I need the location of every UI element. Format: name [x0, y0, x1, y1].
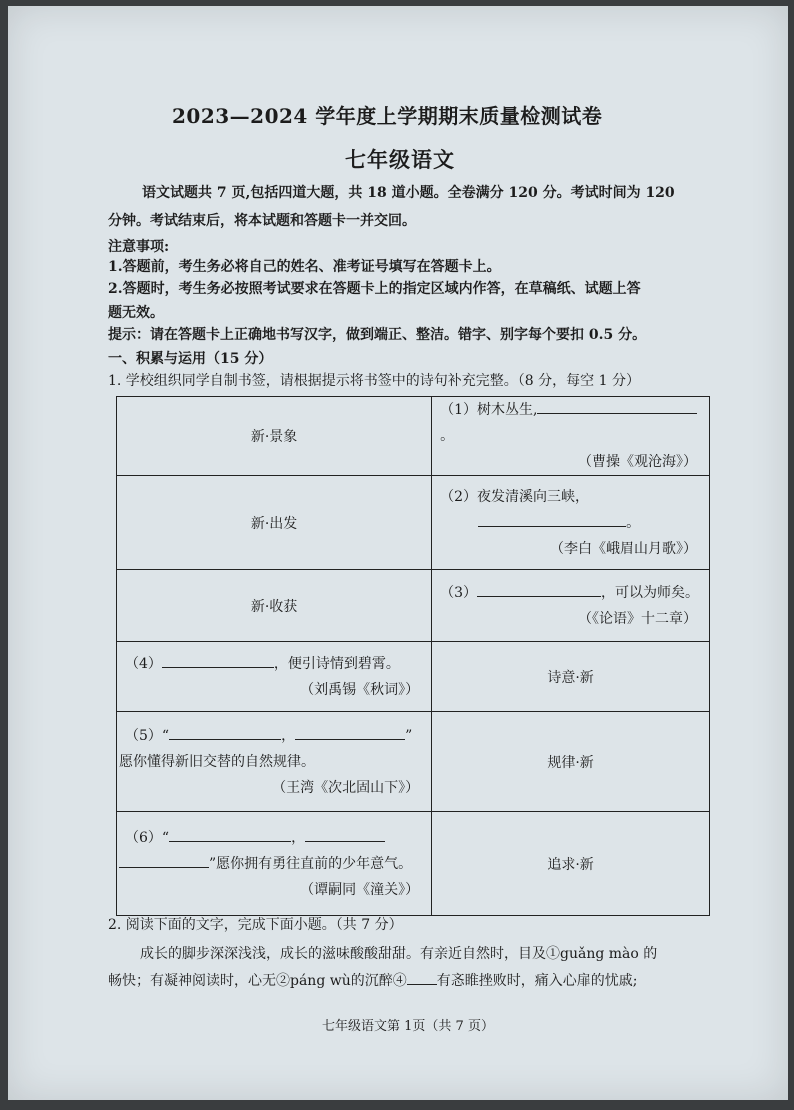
- answer-blank[interactable]: [478, 512, 626, 527]
- page-footer: 七年级语文第 1页（共 7 页）: [322, 1019, 494, 1034]
- verse-source: （王湾《次北固山下》）: [272, 779, 420, 796]
- bookmark-verse-cell: [117, 812, 432, 916]
- answer-blank[interactable]: [295, 725, 405, 740]
- notice-heading: 注意事项:: [108, 239, 170, 255]
- bookmark-label: 诗意·新: [432, 642, 710, 712]
- answer-blank[interactable]: [119, 853, 209, 868]
- bookmark-table: [116, 396, 710, 916]
- verse-end: 。: [440, 428, 455, 444]
- verse-prefix: （1）树木丛生,: [440, 402, 538, 418]
- bookmark-row: [117, 642, 710, 712]
- bookmark-verse-cell: [117, 712, 432, 812]
- verse-prefix: （6）“: [125, 829, 170, 846]
- exam-subtitle: 七年级语文: [345, 147, 455, 172]
- passage-line-2: [108, 970, 637, 990]
- passage-line-2b: 有忞睢挫败时，痛入心扉的忧戚;: [436, 973, 638, 989]
- passage-line-2a: 畅快；有凝神阅读时，心无②páng wù的沉醉④: [108, 973, 407, 989]
- section-heading: 一、积累与运用（15 分）: [108, 351, 273, 367]
- intro-line-1: 语文试题共 7 页,包括四道大题，共 18 道小题。全卷满分 120 分。考试时间为 120: [142, 185, 675, 201]
- bookmark-label: 新·出发: [117, 476, 432, 570]
- bookmark-verse-cell: [432, 476, 710, 570]
- verse-prefix: （5）“: [125, 727, 170, 744]
- verse-source: （谭嗣同《潼关》）: [300, 881, 420, 898]
- question-2-heading: 2. 阅读下面的文字，完成下面小题。（共 7 分）: [108, 917, 403, 933]
- verse-comma: ，: [291, 829, 306, 846]
- verse-prefix: （3）: [440, 584, 478, 601]
- verse-line-2: ”愿你拥有勇往直前的少年意气。: [209, 855, 413, 872]
- bookmark-label: 新·收获: [117, 570, 432, 642]
- bookmark-verse-cell: [432, 397, 710, 476]
- bookmark-label: 新·景象: [117, 397, 432, 476]
- verse-end: 。: [626, 514, 641, 531]
- answer-blank[interactable]: [305, 827, 385, 842]
- passage-line-1: 成长的脚步深深浅浅，成长的滋味酸酸甜甜。有亲近自然时，目及①guǎng mào 的: [140, 946, 658, 962]
- question-1: 1. 学校组织同学自制书签，请根据提示将书签中的诗句补充完整。（8 分，每空 1 分）: [108, 373, 640, 389]
- verse-prefix: （2）夜发清溪向三峡，: [440, 488, 590, 505]
- answer-blank[interactable]: [537, 399, 697, 414]
- verse-line-2: 愿你懂得新旧交替的自然规律。: [119, 753, 315, 770]
- answer-blank[interactable]: [169, 827, 291, 842]
- verse-prefix: （4）: [125, 655, 162, 672]
- answer-blank[interactable]: [477, 582, 601, 597]
- bookmark-verse-cell: [432, 570, 710, 642]
- notice-item-2b: 题无效。: [108, 305, 164, 321]
- notice-item-1: 1.答题前，考生务必将自己的姓名、准考证号填写在答题卡上。: [108, 259, 501, 275]
- bookmark-verse-cell: [117, 642, 432, 712]
- bookmark-row: [117, 570, 710, 642]
- bookmark-row: [117, 712, 710, 812]
- verse-source: （《论语》十二章）: [578, 610, 697, 627]
- verse-source: （刘禹锡《秋词》）: [300, 681, 420, 698]
- bookmark-row: [117, 397, 710, 476]
- answer-blank[interactable]: [169, 725, 281, 740]
- notice-item-2a: 2.答题时，考生务必按照考试要求在答题卡上的指定区域内作答，在草稿纸、试题上答: [108, 281, 641, 297]
- verse-end: ，便引诗情到碧霄。: [273, 655, 400, 672]
- tip-line: 提示：请在答题卡上正确地书写汉字，做到端正、整洁。错字、别字每个要扣 0.5 分。: [108, 327, 647, 343]
- verse-end: ，可以为师矣。: [601, 584, 700, 601]
- exam-title: 2023—2024 学年度上学期期末质量检测试卷: [172, 104, 603, 128]
- bookmark-row: [117, 812, 710, 916]
- verse-source: （李白《峨眉山月歌》）: [550, 540, 697, 557]
- bookmark-row: [117, 476, 710, 570]
- verse-source: （曹操《观沧海》）: [578, 454, 697, 470]
- verse-quote: ”: [405, 727, 413, 744]
- answer-blank[interactable]: [407, 970, 437, 985]
- answer-blank[interactable]: [162, 653, 274, 668]
- bookmark-label: 追求·新: [432, 812, 710, 916]
- bookmark-label: 规律·新: [432, 712, 710, 812]
- intro-line-2: 分钟。考试结束后，将本试题和答题卡一并交回。: [108, 213, 416, 229]
- verse-comma: ，: [281, 727, 296, 744]
